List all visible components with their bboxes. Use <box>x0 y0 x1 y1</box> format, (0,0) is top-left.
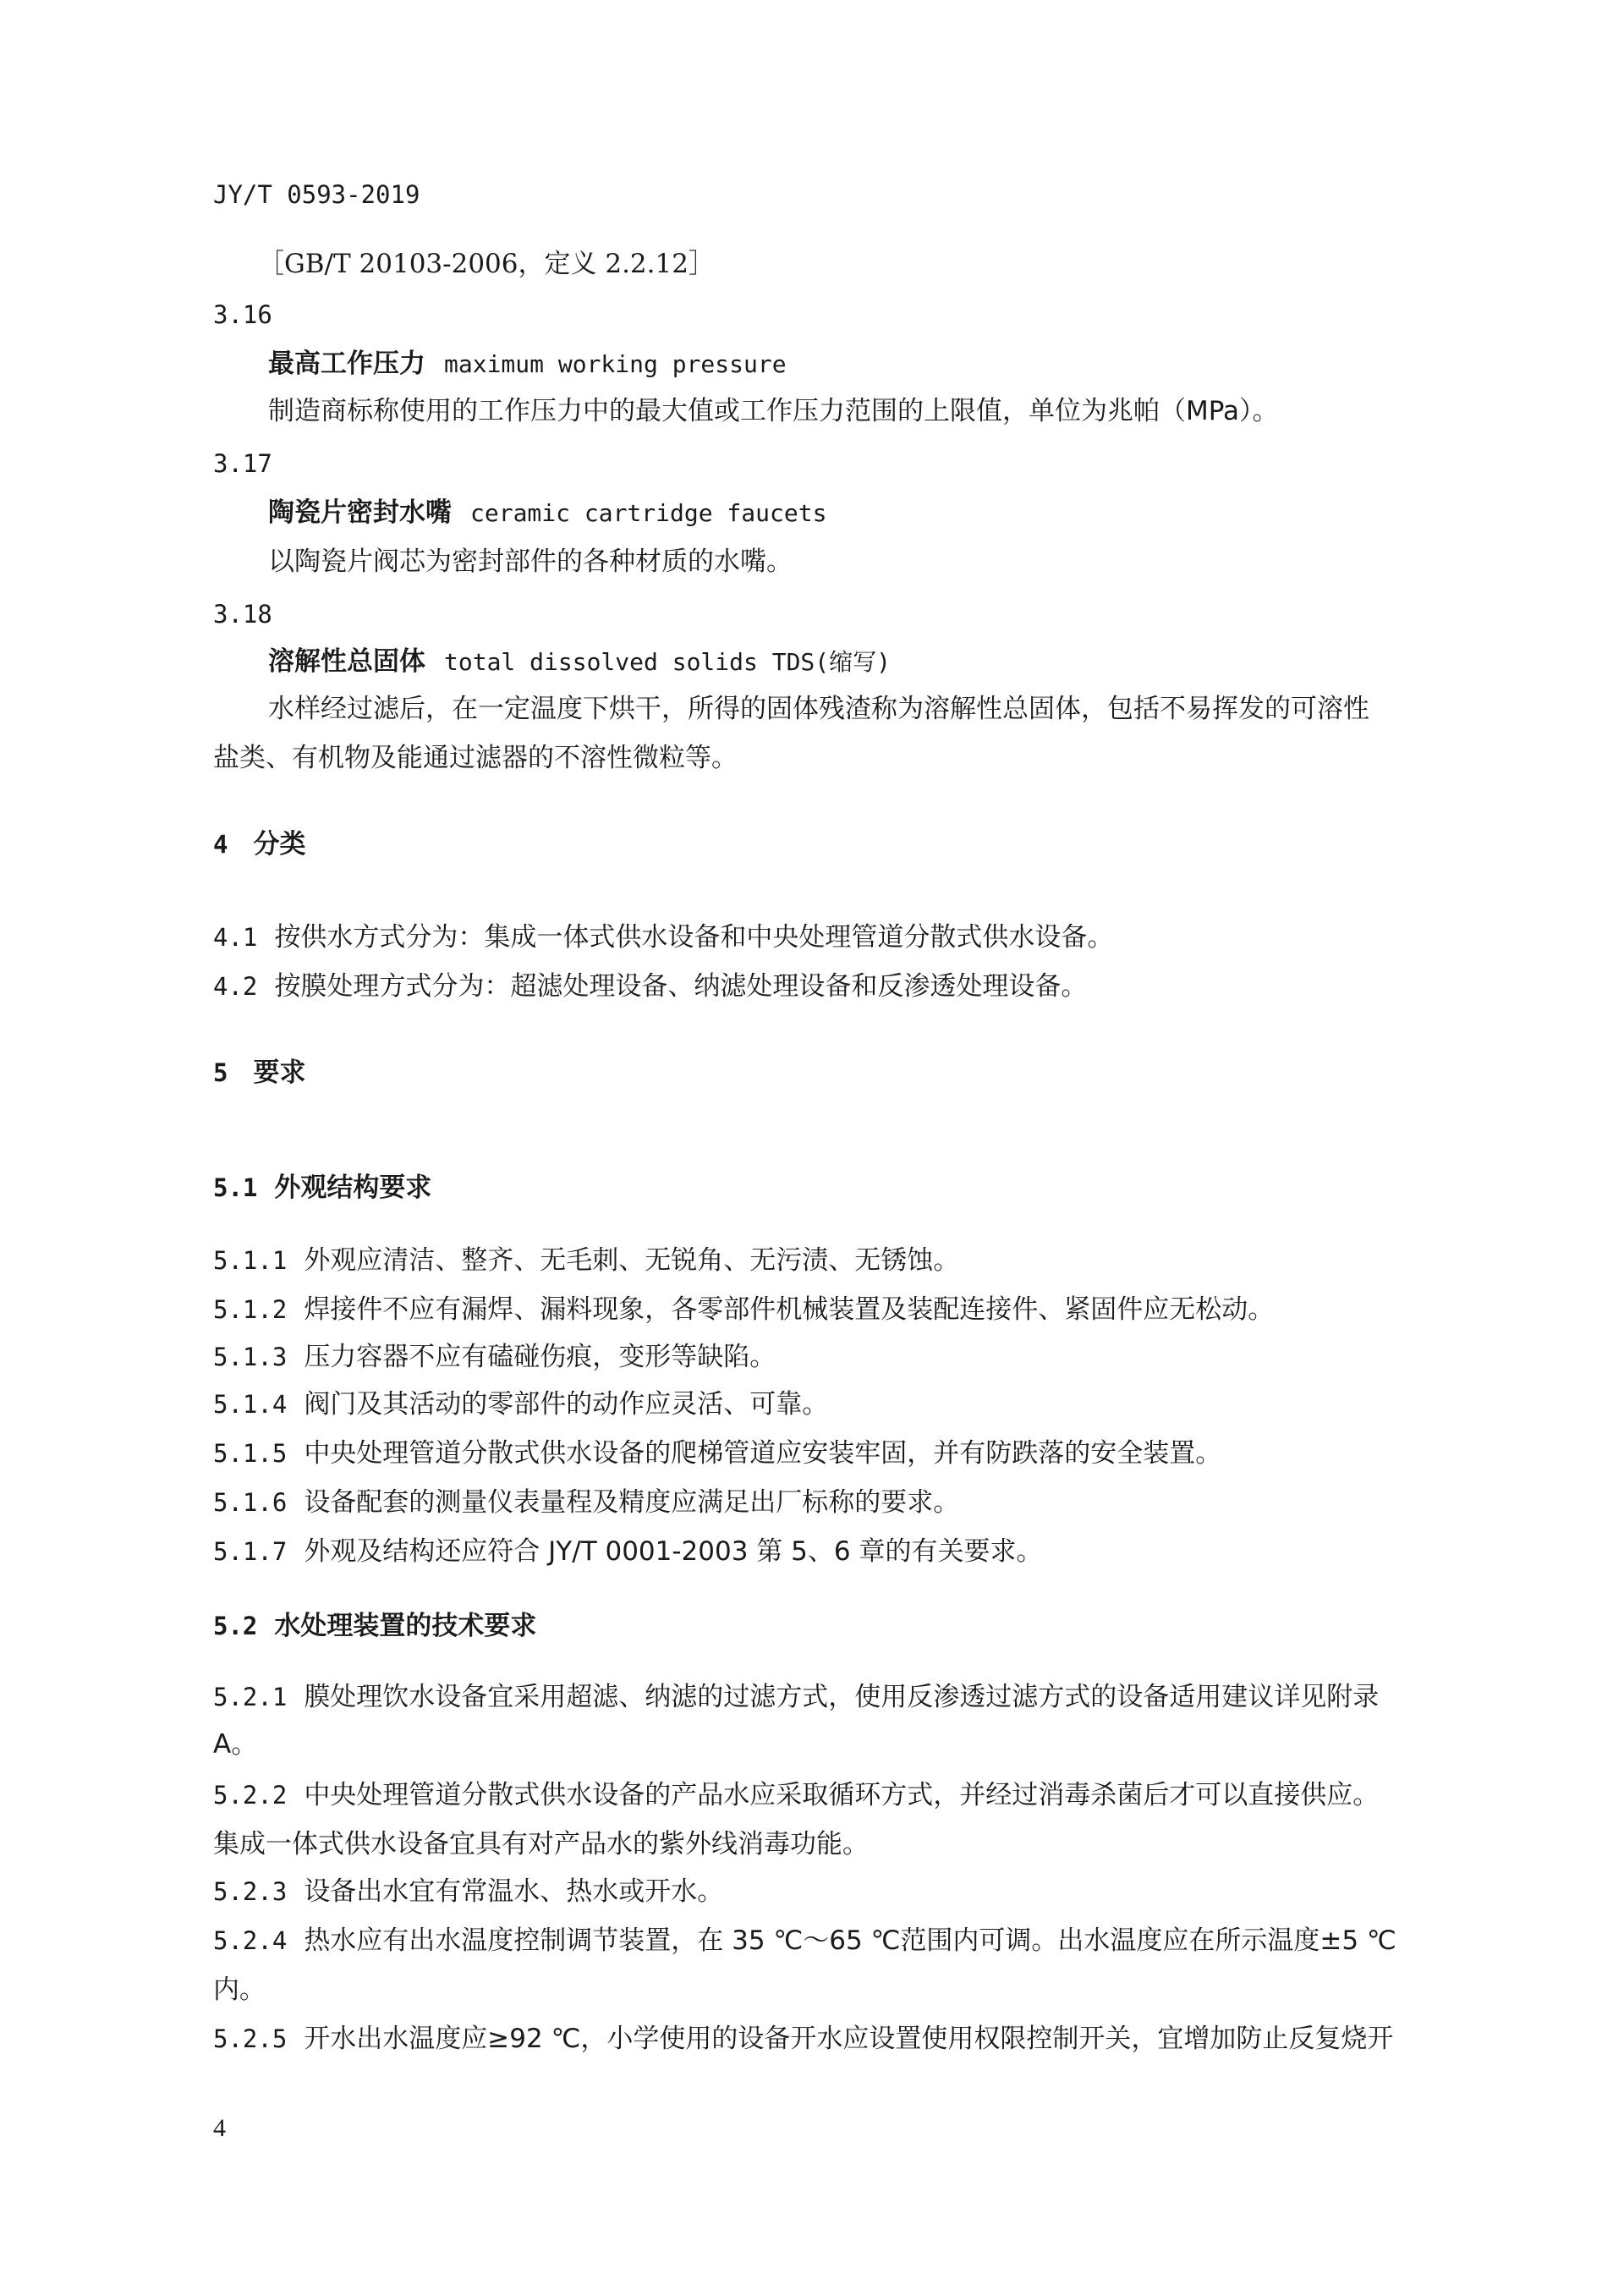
clause-5-1-4 <box>213 1387 828 1421</box>
subsection-5-1-heading <box>213 1171 431 1205</box>
clause-5-1-5 <box>213 1436 1221 1470</box>
term-en: total dissolved solids TDS(缩写) <box>444 648 892 676</box>
clause-4-2 <box>213 969 1087 1003</box>
reference-3-15: ［GB/T 20103-2006，定义 2.2.12］ <box>258 249 715 279</box>
clause-text: 压力容器不应有磕碰伤痕，变形等缺陷。 <box>304 1342 776 1372</box>
clause-text: 中央处理管道分散式供水设备的产品水应采取循环方式，并经过消毒杀菌后才可以直接供应。 <box>304 1780 1380 1810</box>
clause-text: 开水出水温度应≥92 ℃，小学使用的设备开水应设置使用权限控制开关，宜增加防止反复烧开 <box>304 2024 1394 2054</box>
clause-number: 5.1.6 <box>213 1488 288 1517</box>
section-4-heading <box>213 827 305 861</box>
clause-number: 5.1.4 <box>213 1390 288 1419</box>
clause-number: 5.1.2 <box>213 1295 288 1324</box>
clause-5-2-5 <box>213 2022 1393 2056</box>
clause-number: 5.1.1 <box>213 1246 288 1275</box>
clause-text: 按供水方式分为：集成一体式供水设备和中央处理管道分散式供水设备。 <box>274 922 1114 953</box>
term-number-3-17: 3.17 <box>213 449 272 478</box>
term-cn: 陶瓷片密封水嘴 <box>268 497 452 528</box>
clause-number: 4.1 <box>213 923 258 952</box>
clause-number: 5.2.5 <box>213 2024 288 2053</box>
clause-text: 膜处理饮水设备宜采用超滤、纳滤的过滤方式，使用反渗透过滤方式的设备适用建议详见附录 <box>304 1682 1380 1712</box>
clause-number: 5.1.5 <box>213 1439 288 1468</box>
clause-text: 外观应清洁、整齐、无毛刺、无锐角、无污渍、无锈蚀。 <box>304 1245 960 1276</box>
term-en: maximum working pressure <box>444 350 787 378</box>
clause-number: 5.2.2 <box>213 1781 288 1810</box>
definition-3-16: 制造商标称使用的工作压力中的最大值或工作压力范围的上限值，单位为兆帕（MPa）。 <box>268 396 1279 426</box>
subsection-title: 外观结构要求 <box>274 1173 432 1203</box>
term-cn: 溶解性总固体 <box>268 646 425 677</box>
clause-5-1-6 <box>213 1486 959 1519</box>
term-cn: 最高工作压力 <box>268 349 425 379</box>
section-5-heading <box>213 1056 305 1090</box>
clause-text: 热水应有出水温度控制调节装置，在 35 ℃～65 ℃范围内可调。出水温度应在所示温度±5 ℃ <box>304 1925 1396 1956</box>
clause-5-1-2 <box>213 1293 1274 1327</box>
clause-5-1-3 <box>213 1340 776 1374</box>
page-number: 4 <box>213 2114 226 2142</box>
term-en: ceramic cartridge faucets <box>470 499 827 527</box>
clause-5-2-4-cont: 内。 <box>213 1975 266 2005</box>
subsection-number: 5.2 <box>213 1612 258 1640</box>
section-title: 分类 <box>253 829 306 860</box>
clause-5-1-7 <box>213 1535 1042 1568</box>
section-title: 要求 <box>253 1057 306 1088</box>
term-3-16 <box>268 347 787 382</box>
term-3-17 <box>268 496 826 530</box>
clause-text: 阀门及其活动的零部件的动作应灵活、可靠。 <box>304 1389 829 1420</box>
clause-text: 焊接件不应有漏焊、漏料现象，各零部件机械装置及装配连接件、紧固件应无松动。 <box>304 1294 1275 1325</box>
clause-text: 设备出水宜有常温水、热水或开水。 <box>304 1876 724 1907</box>
term-number-3-16: 3.16 <box>213 300 272 329</box>
subsection-number: 5.1 <box>213 1173 258 1202</box>
clause-number: 5.2.1 <box>213 1683 288 1711</box>
clause-text: 设备配套的测量仪表量程及精度应满足出厂标称的要求。 <box>304 1487 960 1518</box>
clause-number: 5.1.7 <box>213 1537 288 1566</box>
clause-5-2-1-cont: A。 <box>213 1729 258 1760</box>
clause-number: 4.2 <box>213 972 258 1001</box>
subsection-title: 水处理装置的技术要求 <box>274 1611 537 1641</box>
clause-5-2-2 <box>213 1778 1379 1812</box>
term-3-18 <box>268 645 891 679</box>
definition-3-18-line-2: 盐类、有机物及能通过滤器的不溶性微粒等。 <box>213 743 738 773</box>
section-number: 5 <box>213 1058 228 1087</box>
clause-4-1 <box>213 920 1113 954</box>
section-number: 4 <box>213 830 228 859</box>
clause-number: 5.1.3 <box>213 1343 288 1371</box>
clause-text: 中央处理管道分散式供水设备的爬梯管道应安装牢固，并有防跌落的安全装置。 <box>304 1438 1222 1469</box>
subsection-5-2-heading <box>213 1609 536 1643</box>
doc-number: JY/T 0593-2019 <box>213 180 420 209</box>
term-number-3-18: 3.18 <box>213 600 272 629</box>
clause-text: 外观及结构还应符合 JY/T 0001-2003 第 5、6 章的有关要求。 <box>304 1536 1043 1567</box>
clause-5-2-2-cont: 集成一体式供水设备宜具有对产品水的紫外线消毒功能。 <box>213 1829 869 1859</box>
definition-3-18-line-1: 水样经过滤后，在一定温度下烘干，所得的固体残渣称为溶解性总固体，包括不易挥发的可溶性 <box>268 694 1369 724</box>
definition-3-17: 以陶瓷片阀芯为密封部件的各种材质的水嘴。 <box>268 547 793 577</box>
clause-5-1-1 <box>213 1244 959 1277</box>
clause-text: 按膜处理方式分为：超滤处理设备、纳滤处理设备和反渗透处理设备。 <box>274 971 1088 1002</box>
clause-number: 5.2.3 <box>213 1877 288 1906</box>
clause-number: 5.2.4 <box>213 1926 288 1955</box>
clause-5-2-1 <box>213 1680 1379 1714</box>
clause-5-2-4 <box>213 1924 1396 1958</box>
clause-5-2-3 <box>213 1875 723 1909</box>
